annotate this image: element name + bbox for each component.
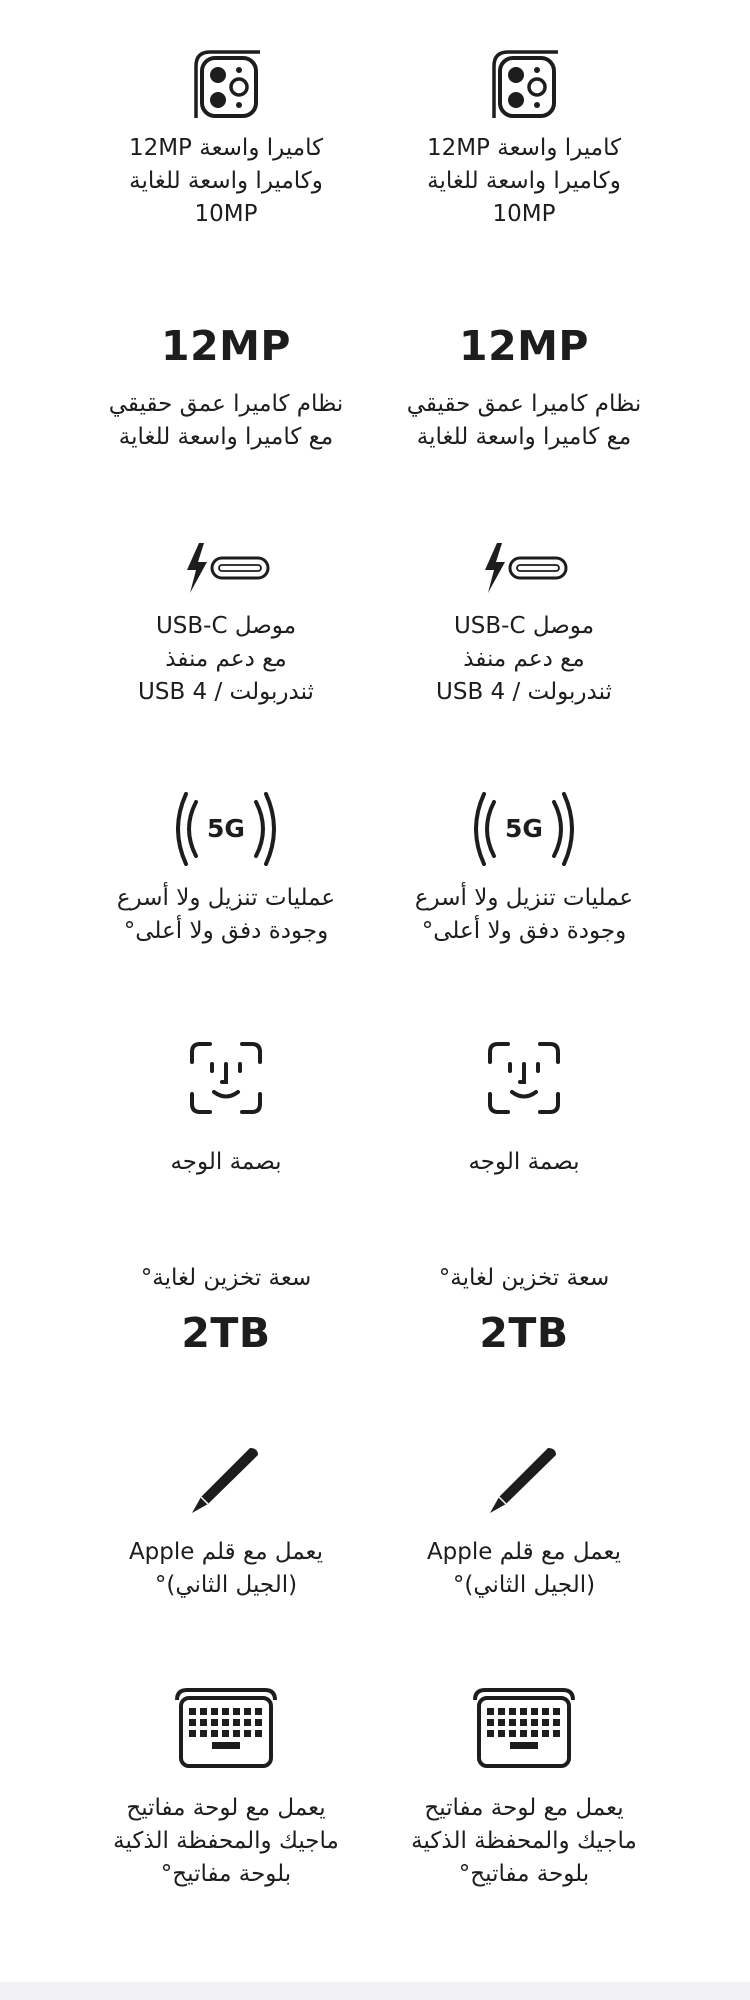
feature-truedepth bbox=[374, 322, 674, 454]
5g-icon bbox=[474, 792, 574, 866]
magic-keyboard-icon bbox=[171, 1686, 281, 1770]
feature-camera bbox=[374, 46, 674, 231]
storage-capacity: 2TB bbox=[479, 1309, 569, 1357]
5g-icon bbox=[176, 792, 276, 866]
feature-keyboard bbox=[374, 1686, 674, 1891]
apple-pencil-icon bbox=[188, 1444, 264, 1516]
feature-caption: نظام كاميرا عمق حقيقي مع كاميرا واسعة للغاية bbox=[108, 391, 344, 450]
feature-pencil bbox=[374, 1444, 674, 1602]
footer-band bbox=[0, 1982, 750, 2000]
feature-caption: كاميرا واسعة 12MP وكاميرا واسعة للغاية 10MP bbox=[426, 135, 622, 227]
truedepth-megapixels: 12MP bbox=[161, 322, 291, 370]
5g-icon-label: 5G bbox=[207, 814, 245, 843]
feature-caption: يعمل مع قلم Apple (الجيل الثاني)° bbox=[426, 1539, 622, 1598]
feature-faceid bbox=[76, 1040, 376, 1179]
feature-usbc bbox=[374, 540, 674, 709]
thunderbolt-usbc-icon bbox=[479, 540, 569, 596]
feature-storage bbox=[76, 1262, 376, 1357]
feature-camera bbox=[76, 46, 376, 231]
feature-truedepth bbox=[76, 322, 376, 454]
triple-camera-icon bbox=[188, 46, 264, 122]
5g-icon-label: 5G bbox=[505, 814, 543, 843]
feature-faceid bbox=[374, 1040, 674, 1179]
face-id-icon bbox=[188, 1040, 264, 1116]
feature-caption: موصل USB-C مع دعم منفذ ثندربولت / USB 4 bbox=[436, 613, 612, 705]
feature-5g bbox=[374, 792, 674, 948]
feature-keyboard bbox=[76, 1686, 376, 1891]
feature-caption: موصل USB-C مع دعم منفذ ثندربولت / USB 4 bbox=[138, 613, 314, 705]
feature-caption: نظام كاميرا عمق حقيقي مع كاميرا واسعة للغاية bbox=[406, 391, 642, 450]
feature-caption: كاميرا واسعة 12MP وكاميرا واسعة للغاية 10MP bbox=[128, 135, 324, 227]
feature-storage bbox=[374, 1262, 674, 1357]
feature-caption: بصمة الوجه bbox=[170, 1149, 282, 1175]
magic-keyboard-icon bbox=[469, 1686, 579, 1770]
triple-camera-icon bbox=[486, 46, 562, 122]
feature-caption: سعة تخزين لغاية° bbox=[438, 1265, 610, 1291]
apple-pencil-icon bbox=[486, 1444, 562, 1516]
feature-pencil bbox=[76, 1444, 376, 1602]
face-id-icon bbox=[486, 1040, 562, 1116]
feature-caption: سعة تخزين لغاية° bbox=[140, 1265, 312, 1291]
storage-capacity: 2TB bbox=[181, 1309, 271, 1357]
feature-caption: يعمل مع لوحة مفاتيح ماجيك والمحفظة الذكية بلوحة مفاتيح° bbox=[411, 1795, 637, 1887]
thunderbolt-usbc-icon bbox=[181, 540, 271, 596]
feature-usbc bbox=[76, 540, 376, 709]
feature-caption: يعمل مع قلم Apple (الجيل الثاني)° bbox=[128, 1539, 324, 1598]
feature-caption: يعمل مع لوحة مفاتيح ماجيك والمحفظة الذكية بلوحة مفاتيح° bbox=[113, 1795, 339, 1887]
feature-5g bbox=[76, 792, 376, 948]
feature-caption: بصمة الوجه bbox=[468, 1149, 580, 1175]
truedepth-megapixels: 12MP bbox=[459, 322, 589, 370]
feature-caption: عمليات تنزيل ولا أسرع وجودة دفق ولا أعلى° bbox=[116, 885, 336, 944]
feature-caption: عمليات تنزيل ولا أسرع وجودة دفق ولا أعلى° bbox=[414, 885, 634, 944]
